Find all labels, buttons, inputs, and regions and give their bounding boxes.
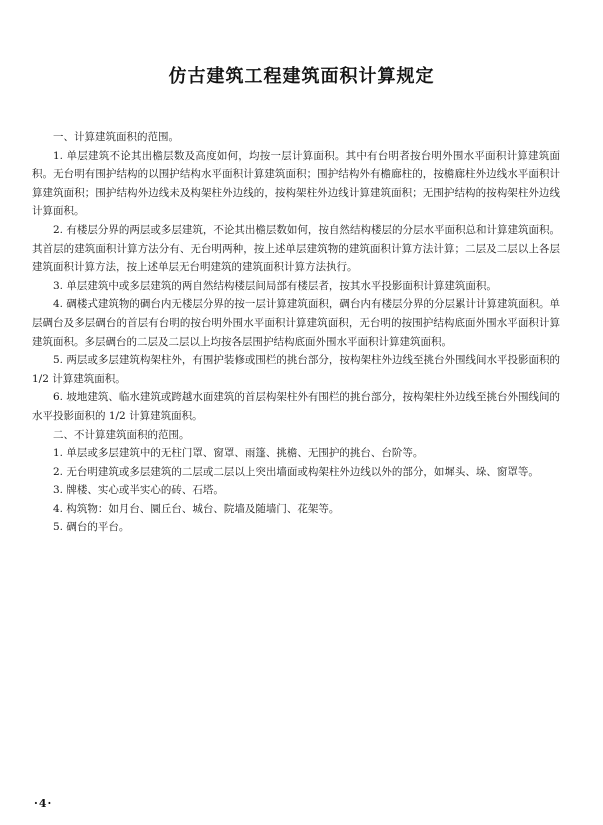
section-heading: 二、不计算建筑面积的范围。 (53, 428, 190, 441)
paragraph: 5. 碉台的平台。 (53, 521, 130, 534)
paragraph: 4. 碉楼式建筑物的碉台内无楼层分界的按一层计算建筑面积，碉台内有楼层分界的分层累计计算建筑面积。单层碉台及多层碉台的首层有台明的按台明外围水平面积计算建筑面积，无台明的按围护结构底面外围水平面积计算建筑面积。多层碉台的二层及二层以上均按各层围护结构底面外围水平面积计算建筑面积。 (32, 298, 560, 348)
paragraph: 6. 坡地建筑、临水建筑或跨越水面建筑的首层构架柱外有围栏的挑台部分，按构架柱外边线至挑台外围线间的水平投影面积的 1/2 计算建筑面积。 (32, 391, 560, 422)
paragraph: 1. 单层或多层建筑中的无柱门罩、窗罩、雨篷、挑檐、无围护的挑台、台阶等。 (53, 447, 424, 460)
paragraph: 2. 无台明建筑或多层建筑的二层或二层以上突出墙面或构架柱外边线以外的部分，如墀头、垛、窗罩等。 (53, 465, 539, 478)
paragraph: 4. 构筑物：如月台、圜丘台、城台、院墙及随墙门、花架等。 (53, 502, 340, 515)
paragraph: 3. 牌楼、实心或半实心的砖、石塔。 (53, 484, 224, 497)
paragraph: 5. 两层或多层建筑构架柱外，有围护装修或围栏的挑台部分，按构架柱外边线至挑台外围线间水平投影面积的 1/2 计算建筑面积。 (32, 354, 560, 385)
paragraph: 1. 单层建筑不论其出檐层数及高度如何，均按一层计算面积。其中有台明者按台明外围水平面积计算建筑面积。无台明有围护结构的以围护结构水平面积计算建筑面积；围护结构外有檐廊柱的，按檐廊柱外边线水平面积计算建筑面积；围护结构外边线未及构架柱外边线的，按构架柱外边线计算建筑面积；无围护结构的按构架柱外边线计算面积。 (32, 149, 560, 218)
section-heading: 一、计算建筑面积的范围。 (53, 131, 179, 143)
page-number: ·4· (34, 797, 53, 810)
paragraph: 3. 单层建筑中或多层建筑的两自然结构楼层间局部有楼层者，按其水平投影面积计算建筑面积。 (53, 279, 497, 292)
page-title: 仿古建筑工程建筑面积计算规定 (168, 66, 435, 87)
paragraph: 2. 有楼层分界的两层或多层建筑，不论其出檐层数如何，按自然结构楼层的分层水平面积总和计算建筑面积。其首层的建筑面积计算方法分有、无台明两种，按上述单层建筑物的建筑面积计算方法计算；二层及二层以上各层建筑面积计算方法，按上述单层无台明建筑的建筑面积计算方法执行。 (32, 223, 560, 274)
body-text (32, 128, 560, 537)
